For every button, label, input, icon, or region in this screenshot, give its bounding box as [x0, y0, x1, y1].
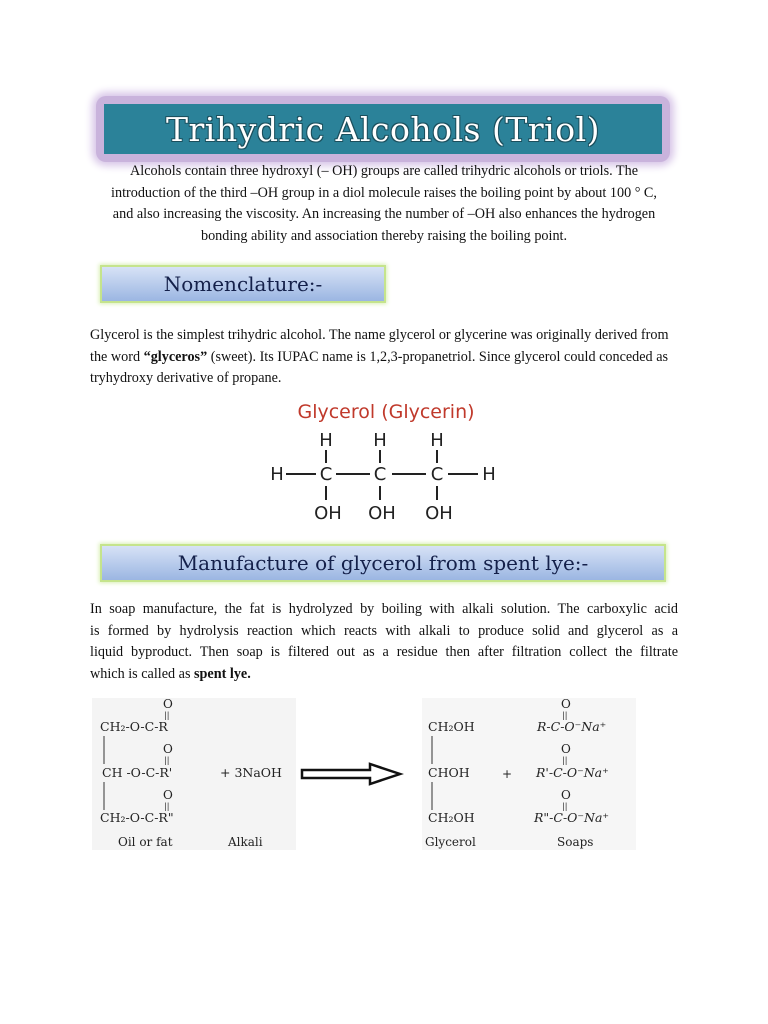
glycerol-paragraph	[90, 325, 678, 390]
reaction-arrow-icon	[302, 764, 400, 784]
atom-c: C	[319, 464, 333, 485]
intro-line: Alcohols contain three hydroxyl (– OH) groups are called trihydric alcohols or triols. The	[130, 163, 638, 179]
double-bond: ||	[562, 711, 568, 720]
ester-line-1: CH₂-O-C-R	[100, 719, 168, 734]
label-glycerol: Glycerol	[425, 835, 476, 849]
spent-lye-paragraph	[90, 599, 678, 685]
lye-last-text: which is called as	[90, 665, 195, 682]
lye-line: In soap manufacture, the fat is hydrolyzed by boiling with alkali solution. The carboxylic acid	[90, 601, 678, 617]
label-oil-or-fat: Oil or fat	[118, 835, 173, 849]
carbonyl-o: O	[561, 788, 571, 802]
atom-oh: OH	[425, 503, 453, 524]
double-bond: ||	[562, 756, 568, 765]
nomenclature-heading-text: Nomenclature:-	[163, 272, 323, 296]
lye-line-last	[90, 664, 678, 686]
nomenclature-heading	[100, 265, 386, 303]
intro-line: bonding ability and association thereby raising the boiling point.	[200, 227, 568, 244]
saponification-reaction	[90, 694, 640, 854]
lye-line: liquid byproduct. Then soap is filtered out as a residue then after filtration collect the filtrate	[90, 644, 678, 660]
glycerol-line-2: CHOH	[428, 765, 470, 780]
atom-h: H	[482, 464, 496, 485]
glycerol-text-bold: “glyceros”	[143, 348, 208, 365]
label-alkali: Alkali	[228, 835, 263, 849]
title-banner	[96, 96, 670, 162]
carbonyl-o: O	[561, 697, 571, 711]
spent-lye-bold: spent lye.	[194, 665, 251, 682]
ester-line-2: CH -O-C-R'	[102, 765, 173, 780]
carbonyl-o: O	[163, 788, 173, 802]
soap-line-3: R"-C-O⁻Na⁺	[534, 810, 610, 825]
glycerol-line-1: CH₂OH	[428, 719, 475, 734]
carbonyl-o: O	[163, 742, 173, 756]
atom-c: C	[373, 464, 387, 485]
label-soaps: Soaps	[557, 835, 594, 849]
page-title: Trihydric Alcohols (Triol)	[165, 109, 600, 149]
carbonyl-o: O	[561, 742, 571, 756]
atom-h: H	[430, 430, 444, 451]
double-bond: ||	[562, 802, 568, 811]
intro-line: introduction of the third –OH group in a diol molecule raises the boiling point by about 100 ° C,	[111, 184, 657, 201]
intro-line: and also increasing the viscosity. An increasing the number of –OH also enhances the hydrogen	[112, 206, 656, 222]
naoh-reagent: + 3NaOH	[220, 765, 282, 780]
ester-line-3: CH₂-O-C-R"	[100, 810, 174, 825]
atom-oh: OH	[368, 503, 396, 524]
structure-title: Glycerol (Glycerin)	[297, 401, 475, 423]
atom-h: H	[373, 430, 387, 451]
manufacture-heading-text: Manufacture of glycerol from spent lye:-	[177, 551, 589, 575]
glycerol-structure-diagram	[250, 396, 522, 526]
manufacture-heading	[100, 544, 666, 582]
soap-line-1: R-C-O⁻Na⁺	[537, 719, 607, 734]
glycerol-text-part2: (sweet). Its IUPAC name is 1,2,3-propanetriol. Since glycerol could conceded as tryhydroxy derivative of propane.	[90, 348, 669, 386]
atom-h: H	[270, 464, 284, 485]
double-bond: ||	[164, 756, 170, 765]
double-bond: ||	[164, 802, 170, 811]
atom-oh: OH	[314, 503, 342, 524]
soap-line-2: R'-C-O⁻Na⁺	[536, 765, 609, 780]
plus-sign: +	[502, 767, 513, 781]
glycerol-text-part1: Glycerol is the simplest trihydric alcohol. The name glycerol or glycerine was originally derived from the word	[90, 327, 669, 365]
glycerol-line-3: CH₂OH	[428, 810, 475, 825]
lye-line: is formed by hydrolysis reaction which reacts with alkali to produce solid and glycerol as a	[90, 622, 678, 639]
double-bond: ||	[164, 711, 170, 720]
atom-c: C	[430, 464, 444, 485]
intro-paragraph	[88, 161, 680, 247]
atom-h: H	[319, 430, 333, 451]
carbonyl-o: O	[163, 697, 173, 711]
